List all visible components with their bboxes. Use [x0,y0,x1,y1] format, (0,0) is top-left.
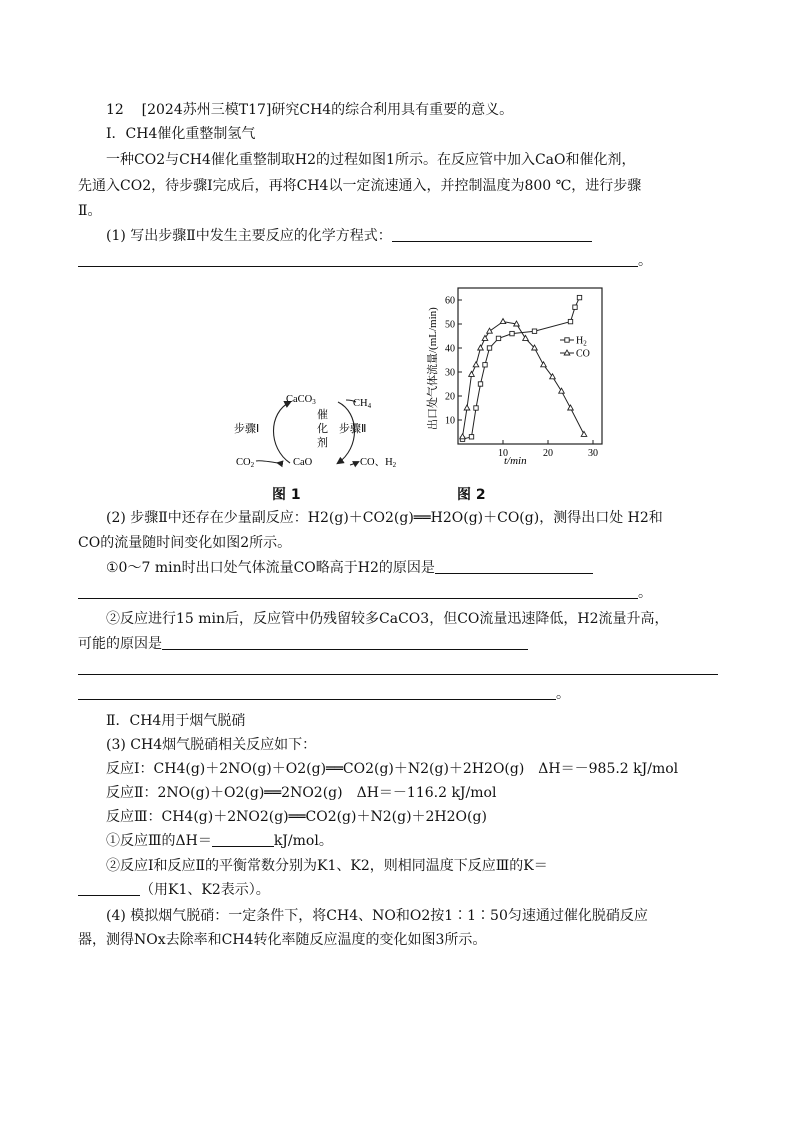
x-tick-label: 30 [588,448,598,459]
q3b-blank[interactable] [78,880,140,896]
data-point-h2 [487,346,491,350]
q4-line1: (4) 模拟烟气脱硝：一定条件下，将CH4、NO和O2按1∶1∶50匀速通过催化脱硝反应 [106,908,648,924]
plot-frame [458,288,602,444]
q2-sub2-text: 可能的原因是 [78,636,162,652]
q2-sub1-blank[interactable] [435,558,593,574]
data-point-h2 [496,336,500,340]
q3b-text: （用K1、K2表示）。 [140,882,270,898]
question-source: [2024苏州三模T17] [141,102,272,118]
figure2-caption: 图 2 [457,487,486,503]
y-tick-label: 20 [445,391,455,403]
catalyst-char-1: 催 [317,409,328,421]
data-point-h2 [478,382,482,386]
intro-line2: 先通入CO2，待步骤Ⅰ完成后，再将CH4以一定流速通入，并控制温度为800 ℃，进行步骤 [78,178,642,194]
intro-line3: Ⅱ。 [78,203,102,219]
data-point-co [568,405,574,410]
q2-sub2-line3 [78,659,718,679]
q1-answer-blank-2[interactable] [78,251,638,267]
q2-sub1-blank-2[interactable] [78,583,638,599]
data-point-co [500,319,506,324]
data-point-h2 [469,435,473,439]
data-point-h2 [483,363,487,367]
x-tick-label: 20 [543,448,553,459]
cao-label: CaO [293,457,313,468]
co2-label: CO2 [236,457,255,469]
reaction-2: 反应Ⅱ：2NO(g)＋O2(g)══2NO2(g) ΔH＝－116.2 kJ/mol [106,785,497,801]
q3a-line [106,831,333,851]
q3b-line2 [78,880,270,900]
q2-line1: (2) 步骤Ⅱ中还存在少量副反应：H2(g)＋CO2(g)══H2O(g)＋CO(g)，测得出口处 H2和 [106,510,663,526]
data-point-co [473,362,479,367]
question-stem: 研究CH4的综合利用具有重要的意义。 [271,102,514,118]
step1-label: 步骤Ⅰ [234,423,260,435]
data-point-h2 [474,406,478,410]
q4-line2: 器，测得NOx去除率和CH4转化率随反应温度的变化如图3所示。 [78,932,487,948]
intro-line1: 一种CO2与CH4催化重整制取H2的过程如图1所示。在反应管中加入CaO和催化剂， [106,152,636,168]
q1-period: 。 [638,253,652,269]
section2-title: Ⅱ．CH4用于烟气脱硝 [106,713,246,729]
q3b-line1: ②反应Ⅰ和反应Ⅱ的平衡常数分别为K1、K2，则相同温度下反应Ⅲ的K＝ [106,858,548,874]
series-line-h2 [463,298,580,440]
q2-sub1 [106,558,593,578]
data-point-co [469,371,475,376]
figure1-caption: 图 1 [272,487,301,503]
q2-sub2-blank-2[interactable] [78,659,718,675]
data-point-co [464,405,470,410]
q1-text: (1) 写出步骤Ⅱ中发生主要反应的化学方程式： [106,228,392,244]
q1-line2 [78,251,652,271]
y-tick-label: 50 [445,319,455,331]
data-point-co [487,328,493,333]
q1-answer-blank[interactable] [392,226,592,242]
step1-arc [274,402,291,463]
q2-sub1-line2 [78,583,652,603]
caco3-label: CaCO3 [286,394,316,406]
q2-sub2-line4 [78,684,570,704]
q2-sub2-blank[interactable] [162,634,528,650]
q2-sub2-blank-3[interactable] [78,684,556,700]
catalyst-char-3: 剂 [317,437,328,449]
co2-arrow [256,461,278,463]
products-arrow [350,462,358,465]
figure1-cycle-diagram [228,388,408,472]
data-point-h2 [577,295,581,299]
q2-sub2-period: 。 [556,686,570,702]
step2-label: 步骤Ⅱ [339,423,367,435]
data-point-co [460,434,466,439]
data-point-h2 [568,319,572,323]
data-point-h2 [532,329,536,333]
question-number: 12 [106,102,124,118]
data-point-co [478,345,484,350]
legend-label-co: CO [576,348,590,360]
legend-label-h2: $H_2$ [576,335,587,348]
q2-sub2-line2 [78,634,528,654]
q2-line2: CO的流量随时间变化如图2所示。 [78,535,292,551]
question-header [106,100,513,120]
section1-title: Ⅰ．CH4催化重整制氢气 [106,126,256,142]
data-point-co [541,362,547,367]
data-point-h2 [573,305,577,309]
y-tick-label: 60 [445,295,455,307]
q3a-unit: kJ/mol。 [273,833,333,849]
legend-marker [565,338,569,342]
figure2-chart [418,280,608,470]
q3-intro: (3) CH4烟气脱硝相关反应如下： [106,737,317,753]
reaction-1: 反应Ⅰ：CH4(g)＋2NO(g)＋O2(g)══CO2(g)＋N2(g)＋2H2O(g) ΔH＝－985.2 kJ/mol [106,761,679,777]
y-tick-label: 30 [445,367,455,379]
data-point-h2 [510,331,514,335]
ch4-label: CH4 [353,398,372,410]
q3a-blank[interactable] [212,831,274,847]
y-tick-label: 10 [445,415,455,427]
q1-line [106,226,592,246]
data-point-co [581,431,587,436]
co-h2-label: CO、H2 [360,457,397,469]
q2-sub1-period: 。 [638,585,652,601]
x-axis-label: t/min [504,455,527,467]
q2-sub1-text: ①0～7 min时出口处气体流量CO略高于H2的原因是 [106,560,435,576]
q3a-text: ①反应Ⅲ的ΔH＝ [106,833,212,849]
y-tick-label: 40 [445,343,455,355]
q2-sub2-line1: ②反应进行15 min后，反应管中仍残留较多CaCO3，但CO流量迅速降低，H2流量升高， [106,611,669,627]
reaction-3: 反应Ⅲ：CH4(g)＋2NO2(g)══CO2(g)＋N2(g)＋2H2O(g) [106,809,487,825]
catalyst-char-2: 化 [317,423,328,435]
x-tick-label: 10 [498,448,508,459]
y-axis-label: 出口处气体流量/(mL/min) [427,307,439,430]
